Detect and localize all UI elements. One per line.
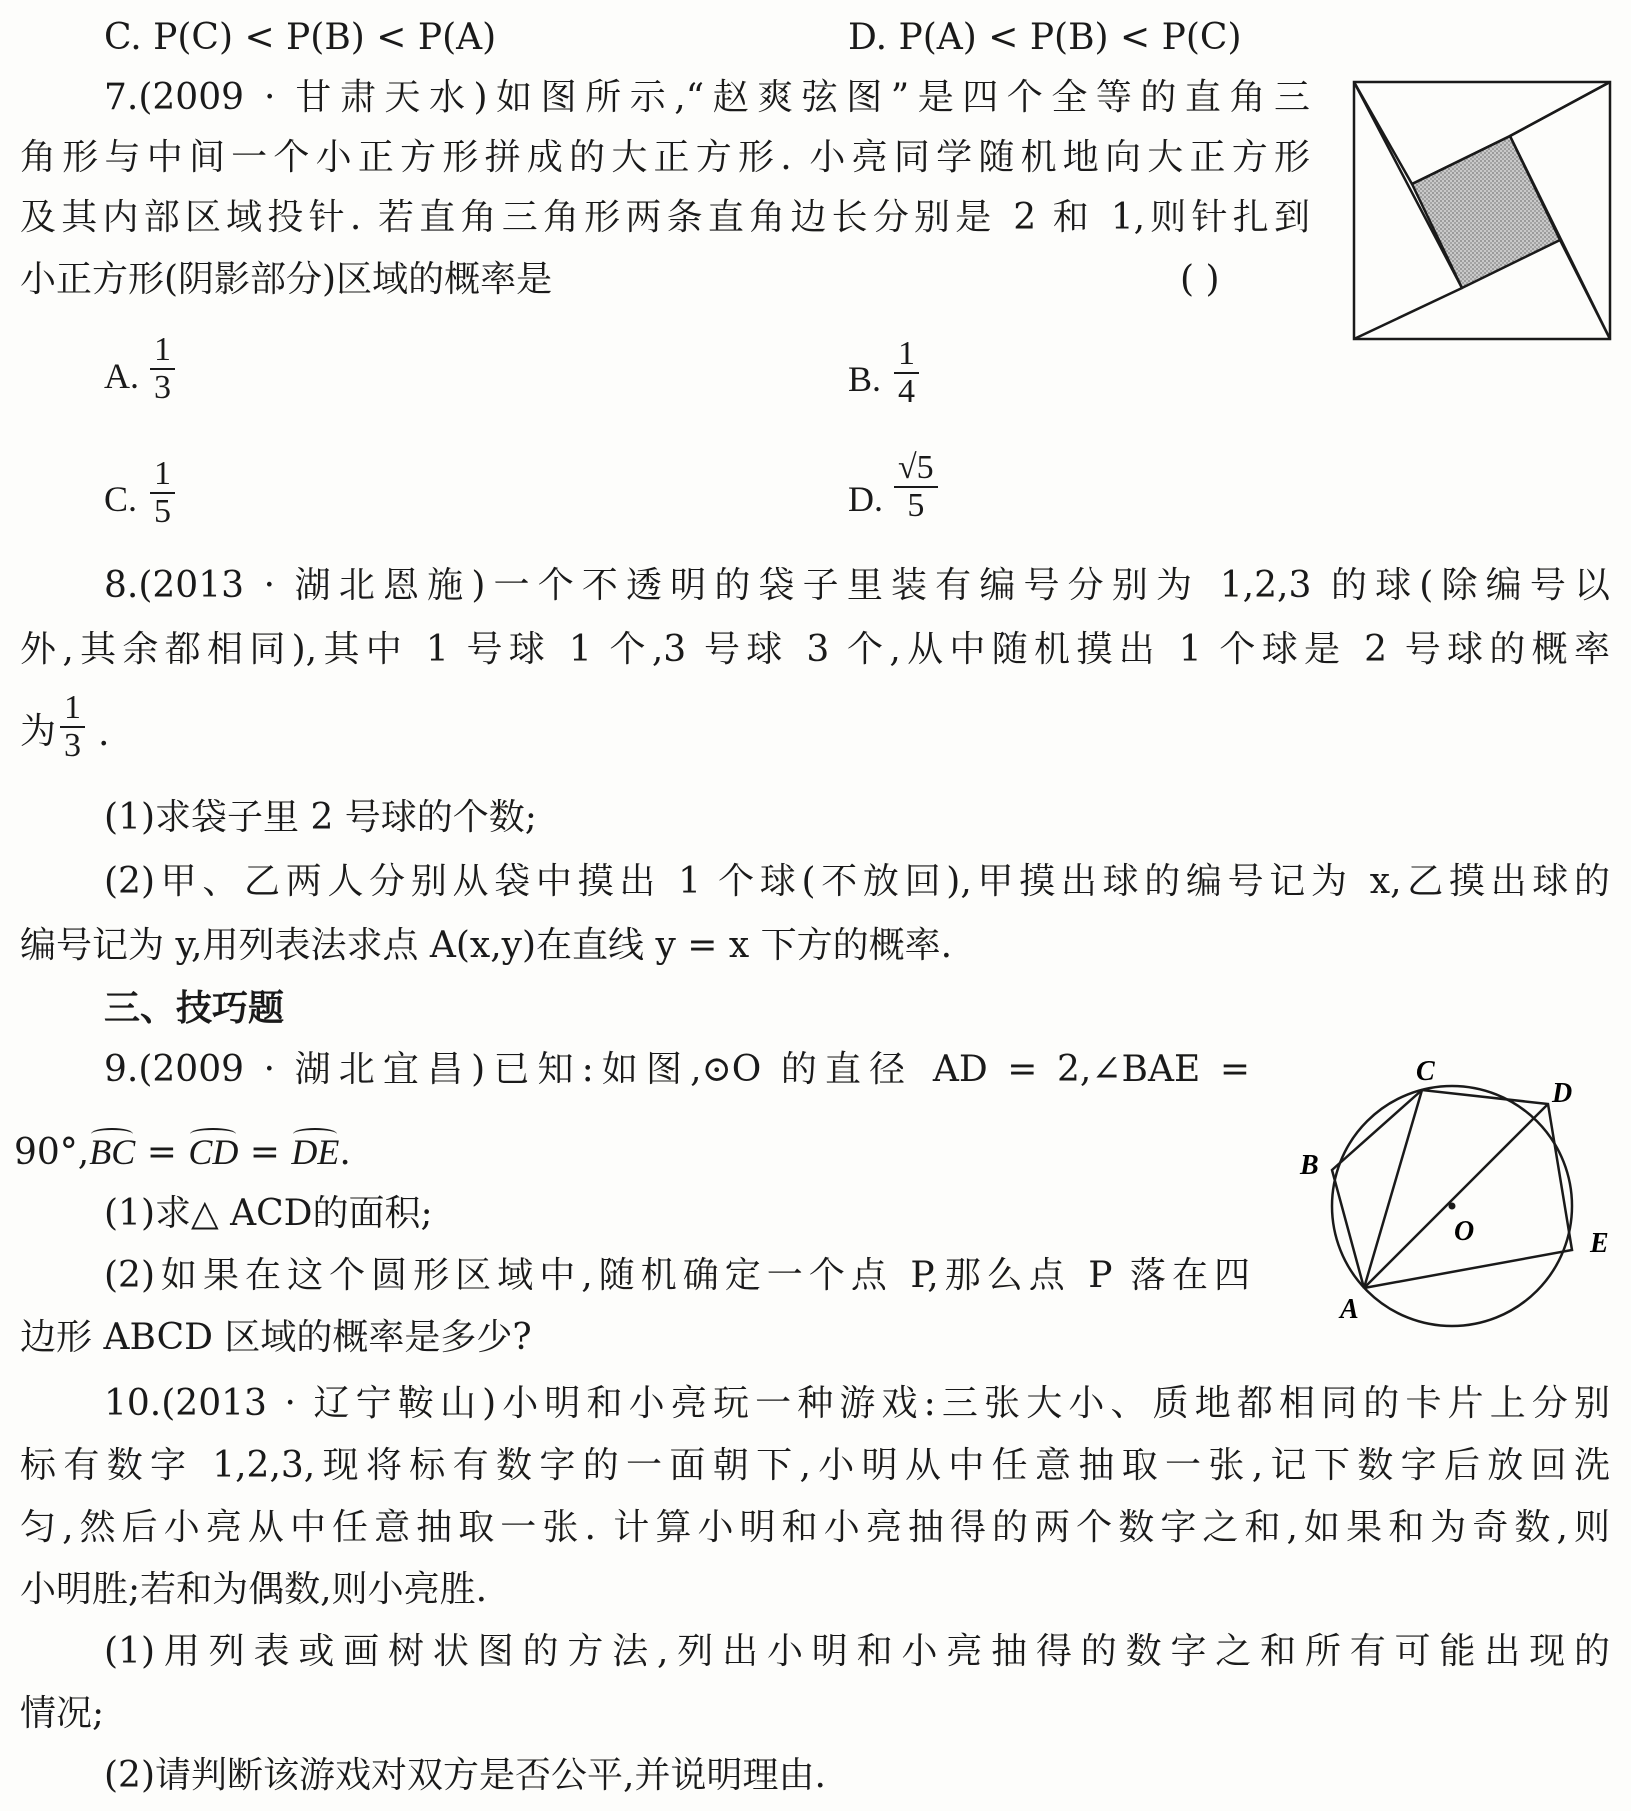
q9-line-2-period: . (339, 1132, 351, 1173)
q10-line-1: 10.(2013 · 辽宁鞍山)小明和小亮玩一种游戏:三张大小、质地都相同的卡片上分别 (104, 1383, 1610, 1424)
q6-option-d: D. P(A) < P(B) < P(C) (848, 17, 1242, 58)
q9-equals-1: = (135, 1132, 189, 1173)
q9-angle-value: 90°, (14, 1132, 90, 1173)
q7-option-a-fraction (150, 332, 175, 405)
q8-fraction-denominator: 3 (64, 726, 81, 764)
q8-line-1: 8.(2013 · 湖北恩施)一个不透明的袋子里装有编号分别为 1,2,3 的球(除编号以 (104, 565, 1610, 606)
arc-bc: BC (89, 1132, 136, 1172)
q9-line-1: 9.(2009 · 湖北宜昌)已知:如图,⊙O 的直径 AD = 2,∠BAE = (104, 1049, 1250, 1090)
q8-sub2-line-1: (2)甲、乙两人分别从袋中摸出 1 个球(不放回),甲摸出球的编号记为 x,乙摸出球的 (104, 861, 1610, 902)
q9-line-2 (14, 1134, 351, 1171)
q7-option-d-denominator: 5 (907, 486, 925, 524)
q8-line-2: 外,其余都相同),其中 1 号球 1 个,3 号球 3 个,从中随机摸出 1 个球是 2 号球的概率 (20, 629, 1610, 670)
arc-cd: CD (188, 1132, 239, 1172)
label-d: D (1552, 1078, 1573, 1109)
label-o: O (1454, 1216, 1475, 1247)
q7-line-1: 7.(2009 · 甘肃天水)如图所示,“赵爽弦图”是四个全等的直角三 (104, 77, 1310, 118)
label-c: C (1416, 1056, 1435, 1087)
section-3-heading: 三、技巧题 (104, 987, 285, 1029)
q7-option-b-numerator: 1 (894, 336, 919, 374)
q7-option-a-label: A. (104, 356, 139, 396)
q8-sub1: (1)求袋子里 2 号球的个数; (104, 797, 537, 838)
q7-option-c-denominator: 5 (154, 492, 171, 530)
q10-line-3: 匀,然后小亮从中任意抽取一张. 计算小明和小亮抽得的两个数字之和,如果和为奇数,则 (20, 1507, 1610, 1548)
q10-sub2: (2)请判断该游戏对双方是否公平,并说明理由. (104, 1755, 826, 1796)
q8-fraction-numerator: 1 (60, 690, 85, 728)
q8-fraction (60, 690, 85, 763)
q7-line-4: 小正方形(阴影部分)区域的概率是 (20, 259, 553, 300)
label-b: B (1300, 1150, 1319, 1181)
arc-de: DE (291, 1132, 340, 1172)
q9-sub1: (1)求△ ACD的面积; (104, 1193, 433, 1234)
q8-wei: 为 (20, 711, 57, 752)
q6-option-c: C. P(C) < P(B) < P(A) (104, 17, 497, 58)
q10-sub1-line-1: (1)用列表或画树状图的方法,列出小明和小亮抽得的数字之和所有可能出现的 (104, 1631, 1610, 1672)
q9-equals-2: = (238, 1132, 292, 1173)
circle-figure (1300, 1040, 1620, 1340)
q8-period: . (98, 713, 110, 754)
label-a: A (1340, 1294, 1359, 1325)
q7-option-d-label: D. (848, 479, 883, 519)
q9-sub2-line-2: 边形 ABCD 区域的概率是多少? (20, 1317, 532, 1358)
q7-option-a-numerator: 1 (150, 332, 175, 370)
q7-option-b-denominator: 4 (898, 372, 915, 410)
q7-option-b-fraction (894, 336, 919, 409)
q7-option-c-label: C. (104, 479, 138, 519)
q7-line-2: 角形与中间一个小正方形拼成的大正方形. 小亮同学随机地向大正方形 (20, 137, 1310, 178)
q10-sub1-line-2: 情况; (20, 1693, 105, 1734)
q7-line-3: 及其内部区域投针. 若直角三角形两条直角边长分别是 2 和 1,则针扎到 (20, 197, 1310, 238)
q10-line-2: 标有数字 1,2,3,现将标有数字的一面朝下,小明从中任意抽取一张,记下数字后放回洗 (20, 1445, 1610, 1486)
label-e: E (1590, 1228, 1609, 1259)
q10-line-4: 小明胜;若和为偶数,则小亮胜. (20, 1569, 488, 1610)
q7-option-c-fraction (150, 456, 175, 529)
q7-answer-bracket: ( ) (1180, 259, 1220, 300)
q9-sub2-line-1: (2)如果在这个圆形区域中,随机确定一个点 P,那么点 P 落在四 (104, 1255, 1250, 1296)
q7-option-a-denominator: 3 (154, 368, 171, 406)
q7-option-c-numerator: 1 (150, 456, 175, 494)
q8-sub2-line-2: 编号记为 y,用列表法求点 A(x,y)在直线 y = x 下方的概率. (20, 925, 953, 966)
zhao-shuang-figure (1352, 80, 1612, 342)
q7-option-b-label: B. (848, 359, 882, 399)
q7-option-d-numerator: √5 (894, 450, 938, 488)
q7-option-d-fraction (894, 450, 938, 523)
